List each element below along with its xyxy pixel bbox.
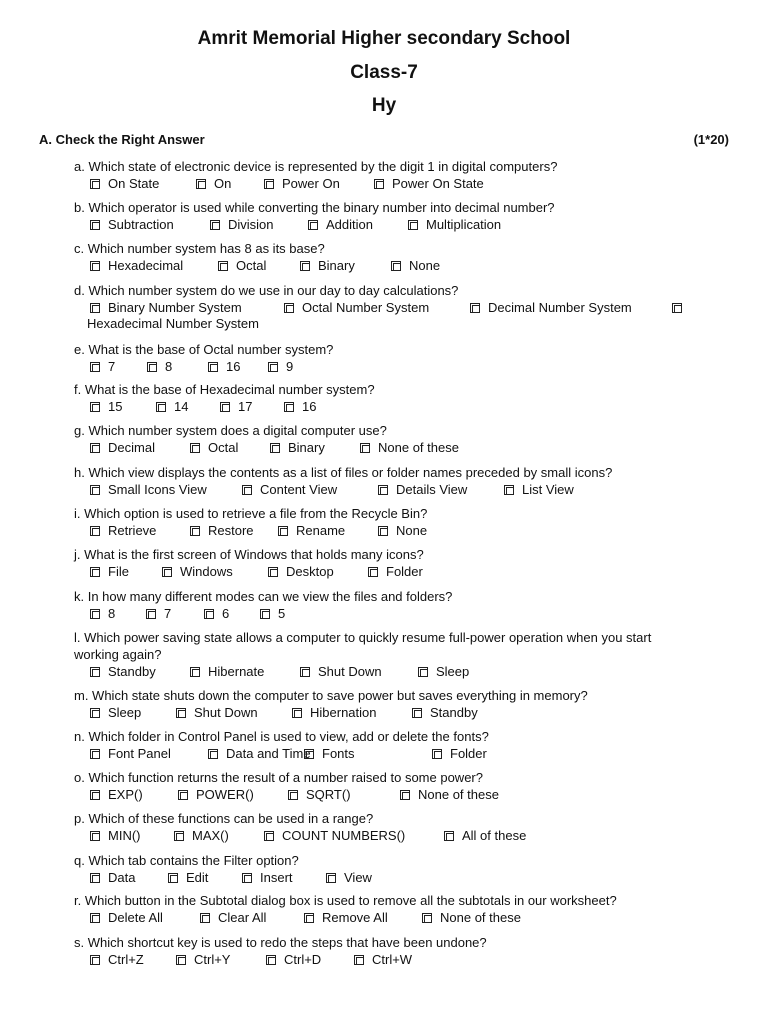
option-row (74, 786, 694, 804)
answer-option[interactable] (284, 398, 316, 415)
answer-option[interactable] (90, 951, 144, 968)
answer-option[interactable] (218, 257, 266, 274)
answer-option[interactable] (270, 439, 325, 456)
option-row (74, 563, 694, 581)
option-label: Standby (108, 664, 156, 679)
class-title: Class-7 (350, 62, 418, 83)
checkbox-icon[interactable] (90, 955, 100, 965)
checkbox-icon[interactable] (268, 362, 278, 372)
subject-title: Hy (371, 95, 397, 116)
answer-option[interactable] (308, 216, 373, 233)
option-row (74, 827, 694, 845)
question-item (74, 422, 694, 457)
option-label: Restore (208, 523, 254, 538)
option-label: Delete All (108, 910, 163, 925)
option-label: Rename (296, 523, 346, 538)
checkbox-icon[interactable] (470, 303, 480, 313)
checkbox-icon[interactable] (90, 362, 100, 372)
checkbox-icon[interactable] (90, 567, 100, 577)
option-label: Details View (396, 482, 468, 497)
option-label: 15 (108, 399, 123, 414)
answer-option[interactable] (190, 439, 238, 456)
question-item (74, 158, 694, 193)
answer-option[interactable] (422, 909, 521, 926)
option-label: Hexadecimal (108, 258, 184, 273)
answer-option[interactable] (300, 663, 382, 680)
option-label: POWER() (196, 787, 254, 802)
option-label: Folder (386, 564, 423, 579)
option-label: Edit (186, 870, 209, 885)
question-text: s. Which shortcut key is used to redo the steps that have been undone? (74, 935, 487, 950)
answer-option[interactable] (504, 481, 574, 498)
option-row (74, 358, 694, 376)
answer-option[interactable] (162, 563, 233, 580)
answer-option[interactable] (672, 299, 690, 316)
checkbox-icon[interactable] (90, 749, 100, 759)
question-text: d. Which number system do we use in our day to day calculations? (74, 283, 459, 298)
checkbox-icon[interactable] (354, 955, 364, 965)
checkbox-icon[interactable] (304, 749, 314, 759)
answer-option[interactable] (200, 909, 266, 926)
checkbox-icon[interactable] (190, 526, 200, 536)
option-label: Ctrl+Y (194, 952, 231, 967)
answer-option[interactable] (174, 827, 229, 844)
question-text: o. Which function returns the result of a number raised to some power? (74, 770, 483, 785)
option-row (74, 439, 694, 457)
checkbox-icon[interactable] (204, 609, 214, 619)
answer-option[interactable] (418, 663, 469, 680)
answer-option[interactable] (176, 704, 258, 721)
option-label: Fonts (322, 746, 355, 761)
answer-option[interactable] (90, 257, 183, 274)
answer-option[interactable] (292, 704, 377, 721)
option-label: Small Icons View (108, 482, 207, 497)
question-text: g. Which number system does a digital computer use? (74, 423, 387, 438)
section-marks: (1*20) (693, 132, 729, 147)
checkbox-icon[interactable] (168, 873, 178, 883)
checkbox-icon[interactable] (156, 402, 166, 412)
option-row (74, 663, 694, 681)
option-label: Desktop (286, 564, 334, 579)
option-label: All of these (462, 828, 527, 843)
option-label: Windows (180, 564, 233, 579)
answer-option[interactable] (90, 745, 171, 762)
option-label: Octal (208, 440, 239, 455)
option-row (74, 522, 694, 540)
checkbox-icon[interactable] (176, 708, 186, 718)
answer-option[interactable] (300, 257, 355, 274)
answer-option[interactable] (242, 869, 293, 886)
question-text: h. Which view displays the contents as a list of files or folder names preceded by small icons? (74, 465, 613, 480)
option-label: EXP() (108, 787, 143, 802)
answer-option[interactable] (266, 951, 321, 968)
option-row (74, 869, 694, 887)
checkbox-icon[interactable] (268, 567, 278, 577)
answer-option[interactable] (190, 522, 254, 539)
option-label: 6 (222, 606, 230, 621)
answer-option[interactable] (354, 951, 412, 968)
checkbox-icon[interactable] (90, 303, 100, 313)
checkbox-icon[interactable] (90, 708, 100, 718)
option-label: Decimal (108, 440, 155, 455)
checkbox-icon[interactable] (504, 485, 514, 495)
checkbox-icon[interactable] (196, 179, 206, 189)
answer-option[interactable] (444, 827, 526, 844)
answer-option[interactable] (242, 481, 337, 498)
option-label: Sleep (108, 705, 142, 720)
question-text: k. In how many different modes can we view the files and folders? (74, 589, 453, 604)
option-row (74, 704, 694, 722)
answer-option[interactable] (90, 481, 207, 498)
question-text: j. What is the first screen of Windows that holds many icons? (74, 547, 424, 562)
option-label: Ctrl+D (284, 952, 322, 967)
question-item (74, 199, 694, 234)
answer-option[interactable] (146, 605, 171, 622)
option-label: 16 (302, 399, 317, 414)
answer-option[interactable] (220, 398, 252, 415)
answer-option[interactable] (176, 951, 230, 968)
checkbox-icon[interactable] (391, 261, 401, 271)
checkbox-icon[interactable] (90, 443, 100, 453)
answer-option[interactable] (204, 605, 229, 622)
option-label: MAX() (192, 828, 229, 843)
answer-option[interactable] (90, 663, 156, 680)
checkbox-icon[interactable] (90, 609, 100, 619)
answer-option[interactable] (264, 827, 405, 844)
answer-option[interactable] (90, 869, 135, 886)
checkbox-icon[interactable] (190, 667, 200, 677)
answer-option[interactable] (90, 563, 129, 580)
question-item (74, 505, 694, 540)
answer-option[interactable] (210, 216, 274, 233)
answer-option[interactable] (432, 745, 487, 762)
option-label: Power On State (392, 176, 484, 191)
option-label: Ctrl+Z (108, 952, 144, 967)
option-label: Data (108, 870, 136, 885)
checkbox-icon[interactable] (412, 708, 422, 718)
option-label: Shut Down (194, 705, 258, 720)
checkbox-icon[interactable] (147, 362, 157, 372)
question-item (74, 381, 694, 416)
question-item (74, 892, 694, 927)
checkbox-icon[interactable] (270, 443, 280, 453)
option-label: Retrieve (108, 523, 157, 538)
checkbox-icon[interactable] (242, 485, 252, 495)
question-text: e. What is the base of Octal number system? (74, 342, 334, 357)
option-row (74, 909, 694, 927)
option-label: Insert (260, 870, 293, 885)
option-label: On State (108, 176, 160, 191)
question-item (74, 728, 694, 763)
checkbox-icon[interactable] (90, 220, 100, 230)
answer-option[interactable] (90, 439, 155, 456)
checkbox-icon[interactable] (208, 749, 218, 759)
option-label: List View (522, 482, 574, 497)
option-label: COUNT NUMBERS() (282, 828, 406, 843)
answer-option[interactable] (278, 522, 345, 539)
option-label: None of these (378, 440, 459, 455)
option-label: SQRT() (306, 787, 351, 802)
answer-option[interactable] (378, 481, 467, 498)
checkbox-icon[interactable] (90, 913, 100, 923)
question-item (74, 687, 694, 722)
option-label: Binary (318, 258, 355, 273)
answer-option[interactable] (470, 299, 632, 316)
option-label: Remove All (322, 910, 388, 925)
checkbox-icon[interactable] (90, 790, 100, 800)
option-label: 7 (164, 606, 172, 621)
question-text: r. Which button in the Subtotal dialog box is used to remove all the subtotals in our worksheet? (74, 893, 617, 908)
answer-option[interactable] (391, 257, 440, 274)
option-label: 16 (226, 359, 241, 374)
question-text: q. Which tab contains the Filter option? (74, 853, 299, 868)
option-label: 14 (174, 399, 189, 414)
option-row (74, 175, 694, 193)
checkbox-icon[interactable] (304, 913, 314, 923)
answer-option[interactable] (208, 358, 240, 375)
checkbox-icon[interactable] (266, 955, 276, 965)
option-label: Power On (282, 176, 340, 191)
answer-option[interactable] (260, 605, 285, 622)
option-label: Subtraction (108, 217, 174, 232)
option-label: Multiplication (426, 217, 502, 232)
question-item (74, 546, 694, 581)
checkbox-icon[interactable] (300, 261, 310, 271)
answer-option[interactable] (326, 869, 372, 886)
checkbox-icon[interactable] (432, 749, 442, 759)
question-item (74, 629, 694, 681)
option-label: Decimal Number System (488, 300, 632, 315)
answer-option[interactable] (374, 175, 484, 192)
checkbox-icon[interactable] (308, 220, 318, 230)
answer-option[interactable] (90, 704, 141, 721)
checkbox-icon[interactable] (208, 362, 218, 372)
checkbox-icon[interactable] (672, 303, 682, 313)
checkbox-icon[interactable] (174, 831, 184, 841)
option-label: 5 (278, 606, 286, 621)
section-title: A. Check the Right Answer (39, 132, 205, 147)
option-label: 8 (165, 359, 173, 374)
checkbox-icon[interactable] (284, 402, 294, 412)
answer-option[interactable] (400, 786, 499, 803)
option-label: 8 (108, 606, 116, 621)
checkbox-icon[interactable] (90, 526, 100, 536)
answer-option[interactable] (408, 216, 501, 233)
checkbox-icon[interactable] (218, 261, 228, 271)
option-label: Binary Number System (108, 300, 242, 315)
question-item (74, 464, 694, 499)
answer-option[interactable] (190, 663, 264, 680)
checkbox-icon[interactable] (326, 873, 336, 883)
checkbox-icon[interactable] (378, 485, 388, 495)
question-item (74, 934, 694, 969)
question-text: f. What is the base of Hexadecimal number system? (74, 382, 375, 397)
checkbox-icon[interactable] (374, 179, 384, 189)
option-row (74, 605, 694, 623)
checkbox-icon[interactable] (360, 443, 370, 453)
option-label: None of these (440, 910, 521, 925)
question-text: n. Which folder in Control Panel is used to view, add or delete the fonts? (74, 729, 489, 744)
answer-option[interactable] (268, 563, 334, 580)
checkbox-icon[interactable] (200, 913, 210, 923)
answer-option[interactable] (156, 398, 188, 415)
option-label: None of these (418, 787, 499, 802)
answer-option[interactable] (90, 909, 163, 926)
checkbox-icon[interactable] (278, 526, 288, 536)
checkbox-icon[interactable] (264, 831, 274, 841)
option-label: Standby (430, 705, 478, 720)
answer-option[interactable] (284, 299, 429, 316)
question-text: m. Which state shuts down the computer to save power but saves everything in memory? (74, 688, 588, 703)
question-item (74, 341, 694, 376)
answer-option[interactable] (168, 869, 208, 886)
answer-option[interactable] (288, 786, 351, 803)
answer-option[interactable] (147, 358, 172, 375)
option-label: Font Panel (108, 746, 171, 761)
option-label: Hexadecimal Number System (87, 316, 259, 331)
answer-option[interactable] (90, 786, 143, 803)
checkbox-icon[interactable] (90, 667, 100, 677)
answer-option[interactable] (90, 358, 115, 375)
option-label: Division (228, 217, 274, 232)
answer-option[interactable] (90, 827, 141, 844)
answer-option[interactable] (368, 563, 423, 580)
checkbox-icon[interactable] (260, 609, 270, 619)
answer-option[interactable] (412, 704, 478, 721)
checkbox-icon[interactable] (90, 179, 100, 189)
checkbox-icon[interactable] (400, 790, 410, 800)
question-item (74, 240, 694, 275)
option-row (74, 745, 694, 763)
checkbox-icon[interactable] (378, 526, 388, 536)
checkbox-icon[interactable] (292, 708, 302, 718)
checkbox-icon[interactable] (220, 402, 230, 412)
question-text: b. Which operator is used while converting the binary number into decimal number? (74, 200, 555, 215)
checkbox-icon[interactable] (368, 567, 378, 577)
question-item (74, 810, 694, 845)
question-item (74, 852, 694, 887)
option-row (74, 398, 694, 416)
checkbox-icon[interactable] (90, 485, 100, 495)
checkbox-icon[interactable] (264, 179, 274, 189)
option-label: None (396, 523, 428, 538)
option-label: 17 (238, 399, 253, 414)
question-text: a. Which state of electronic device is represented by the digit 1 in digital computers? (74, 159, 558, 174)
question-item (74, 282, 694, 331)
checkbox-icon[interactable] (408, 220, 418, 230)
option-label: View (344, 870, 372, 885)
question-text: p. Which of these functions can be used in a range? (74, 811, 374, 826)
checkbox-icon[interactable] (90, 831, 100, 841)
checkbox-icon[interactable] (162, 567, 172, 577)
option-label: File (108, 564, 129, 579)
question-item (74, 588, 694, 623)
checkbox-icon[interactable] (90, 873, 100, 883)
question-text: l. Which power saving state allows a computer to quickly resume full-power operation when you start working again? (74, 630, 652, 662)
answer-option[interactable] (90, 605, 115, 622)
option-label: Hibernate (208, 664, 265, 679)
checkbox-icon[interactable] (190, 443, 200, 453)
option-row (74, 257, 694, 275)
checkbox-icon[interactable] (146, 609, 156, 619)
option-label: 7 (108, 359, 116, 374)
option-label: Clear All (218, 910, 267, 925)
option-label: On (214, 176, 232, 191)
answer-option[interactable] (208, 745, 311, 762)
school-name: Amrit Memorial Higher secondary School (197, 28, 571, 49)
option-row (74, 216, 694, 234)
checkbox-icon[interactable] (444, 831, 454, 841)
option-label: Content View (260, 482, 338, 497)
checkbox-icon[interactable] (422, 913, 432, 923)
checkbox-icon[interactable] (178, 790, 188, 800)
checkbox-icon[interactable] (176, 955, 186, 965)
answer-option[interactable] (268, 358, 293, 375)
checkbox-icon[interactable] (284, 303, 294, 313)
answer-option[interactable] (90, 398, 122, 415)
answer-option[interactable] (378, 522, 427, 539)
answer-option[interactable] (90, 175, 159, 192)
option-row (74, 951, 694, 969)
option-label: None (409, 258, 441, 273)
checkbox-icon[interactable] (90, 261, 100, 271)
option-label: Folder (450, 746, 487, 761)
option-label: Binary (288, 440, 325, 455)
checkbox-icon[interactable] (418, 667, 428, 677)
answer-option[interactable] (90, 522, 156, 539)
question-text: c. Which number system has 8 as its base? (74, 241, 325, 256)
answer-option[interactable] (178, 786, 254, 803)
option-label: Octal (236, 258, 267, 273)
section-heading (39, 132, 729, 147)
answer-option[interactable] (304, 745, 355, 762)
question-text: i. Which option is used to retrieve a file from the Recycle Bin? (74, 506, 428, 521)
option-label: Ctrl+W (372, 952, 413, 967)
answer-option[interactable] (90, 299, 242, 316)
option-row (74, 481, 694, 499)
option-label: Octal Number System (302, 300, 430, 315)
option-label: Addition (326, 217, 373, 232)
checkbox-icon[interactable] (242, 873, 252, 883)
option-label: MIN() (108, 828, 141, 843)
answer-option[interactable] (304, 909, 388, 926)
option-row (74, 299, 694, 331)
answer-option[interactable] (196, 175, 231, 192)
option-label: Data and Time (226, 746, 311, 761)
question-item (74, 769, 694, 804)
option-label: Hibernation (310, 705, 377, 720)
checkbox-icon[interactable] (288, 790, 298, 800)
answer-option[interactable] (360, 439, 459, 456)
answer-option[interactable] (90, 216, 174, 233)
option-label: Sleep (436, 664, 470, 679)
checkbox-icon[interactable] (90, 402, 100, 412)
option-label: 9 (286, 359, 294, 374)
checkbox-icon[interactable] (300, 667, 310, 677)
answer-option[interactable] (264, 175, 340, 192)
checkbox-icon[interactable] (210, 220, 220, 230)
option-label: Shut Down (318, 664, 382, 679)
